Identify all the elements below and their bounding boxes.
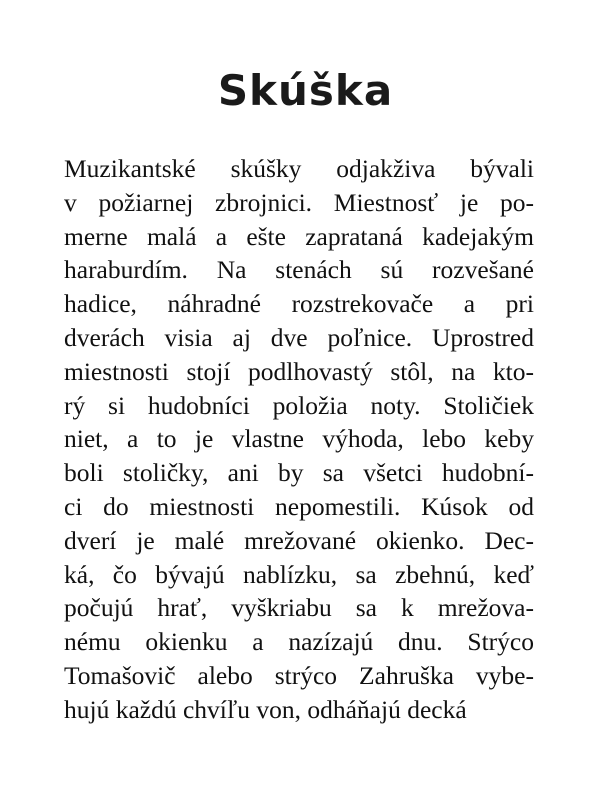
text-line: nému okienku a nazízajú dnu. Strýco bbox=[64, 627, 534, 657]
text-line: hadice, náhradné rozstrekovače a pri bbox=[64, 289, 534, 319]
text-line: v požiarnej zbrojnici. Miestnosť je po- bbox=[64, 187, 534, 217]
text-line: haraburdím. Na stenách sú rozvešané bbox=[64, 255, 534, 285]
text-line: Muzikantské skúšky odjakživa bývali bbox=[64, 154, 534, 183]
body-paragraph bbox=[64, 152, 534, 727]
text-line: boli stoličky, ani by sa všetci hudobní- bbox=[64, 458, 534, 488]
text-line: merne malá a ešte zaprataná kadejakým bbox=[64, 221, 534, 251]
text-line: miestnosti stojí podlhovastý stôl, na kto- bbox=[64, 356, 534, 386]
text-line: ci do miestnosti nepomestili. Kúsok od bbox=[64, 491, 534, 521]
text-line: Tomašovič alebo strýco Zahruška vybe- bbox=[64, 660, 534, 690]
text-line: hujú každú chvíľu von, odháňajú decká bbox=[64, 694, 467, 724]
chapter-title: Skúška bbox=[217, 66, 394, 115]
text-line: počujú hrať, vyškriabu sa k mrežova- bbox=[64, 593, 534, 623]
text-line: dverí je malé mrežované okienko. Dec- bbox=[64, 525, 534, 555]
text-line: dverách visia aj dve poľnice. Uprostred bbox=[64, 322, 534, 352]
text-line: niet, a to je vlastne výhoda, lebo keby bbox=[64, 424, 534, 454]
text-line: ká, čo bývajú nablízku, sa zbehnú, keď bbox=[64, 559, 534, 589]
text-line: rý si hudobníci položia noty. Stoličiek bbox=[64, 390, 534, 420]
